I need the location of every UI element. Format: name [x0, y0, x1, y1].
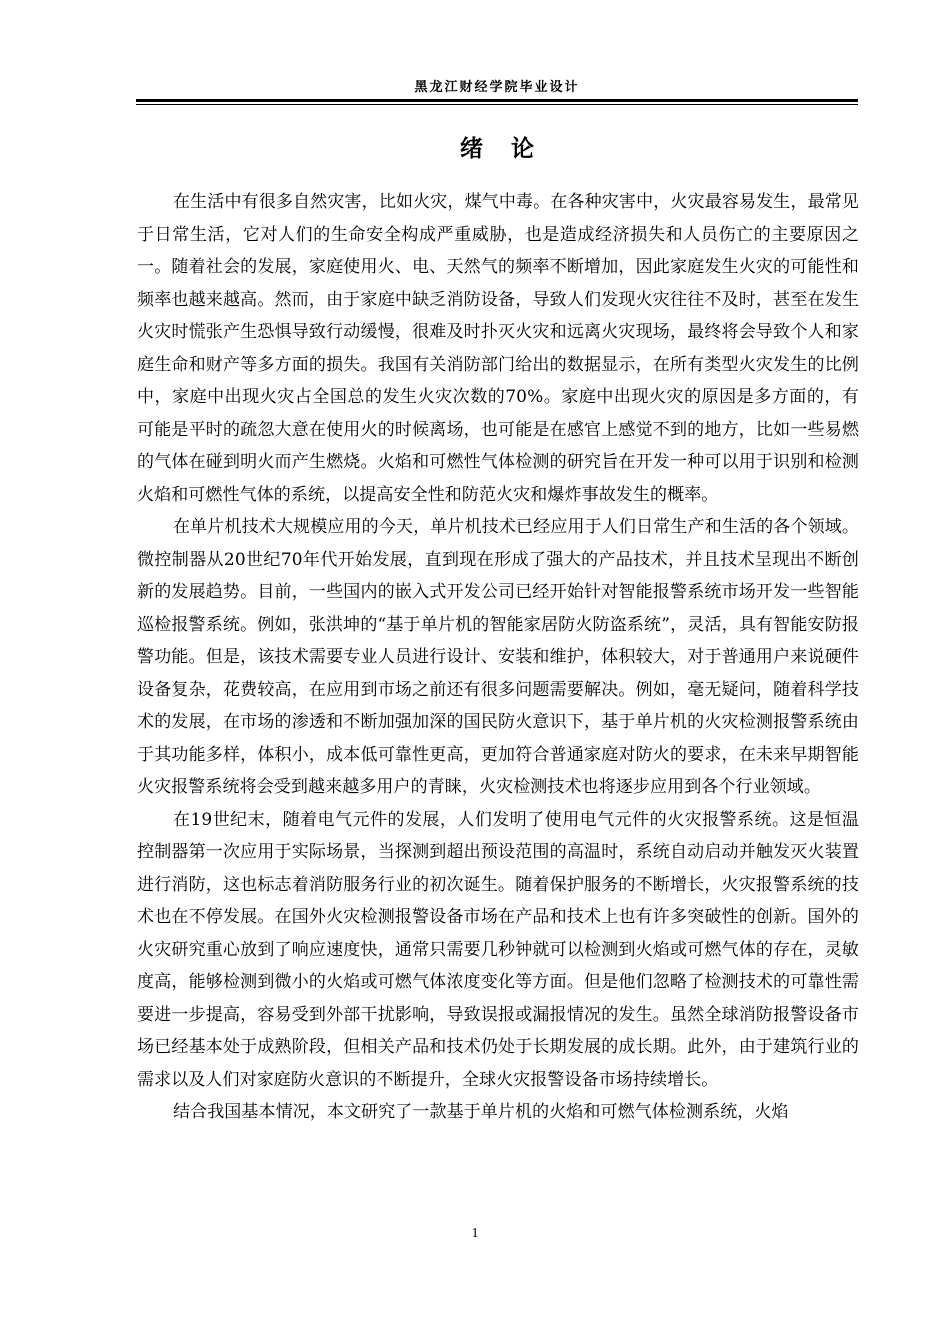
- paragraph-2: 在单片机技术大规模应用的今天，单片机技术已经应用于人们日常生产和生活的各个领域。微控制器从20世纪70年代开始发展，直到现在形成了强大的产品技术，并且技术呈现出不断创新的发展趋势。目前，一些国内的嵌入式开发公司已经开始针对智能报警系统市场开发一些智能巡检报警系统。例如，张洪坤的“基于单片机的智能家居防火防盗系统”，灵活，具有智能安防报警功能。但是，该技术需要专业人员进行设计、安装和维护，体积较大，对于普通用户来说硬件设备复杂，花费较高，在应用到市场之前还有很多问题需要解决。例如，毫无疑问，随着科学技术的发展，在市场的渗透和不断加强加深的国民防火意识下，基于单片机的火灾检测报警系统由于其功能多样，体积小，成本低可靠性更高，更加符合普通家庭对防火的要求，在未来早期智能火灾报警系统将会受到越来越多用户的青睐，火灾检测技术也将逐步应用到各个行业领域。: [137, 517, 859, 797]
- header-rule-thick: [136, 99, 858, 102]
- document-body: [137, 186, 859, 1129]
- page-number: 1: [471, 1226, 479, 1241]
- paragraph-1: 在生活中有很多自然灾害，比如火灾，煤气中毒。在各种灾害中，火灾最容易发生，最常见于日常生活，它对人们的生命安全构成严重威胁，也是造成经济损失和人员伤亡的主要原因之一。随着社会的发展，家庭使用火、电、天然气的频率不断增加，因此家庭发生火灾的可能性和频率也越来越高。然而，由于家庭中缺乏消防设备，导致人们发现火灾往往不及时，甚至在发生火灾时慌张产生恐惧导致行动缓慢，很难及时扑灭火灾和远离火灾现场，最终将会导致个人和家庭生命和财产等多方面的损失。我国有关消防部门给出的数据显示，在所有类型火灾发生的比例中，家庭中出现火灾占全国总的发生火灾次数的70%。家庭中出现火灾的原因是多方面的，有可能是平时的疏忽大意在使用火的时候离场，也可能是在感官上感觉不到的地方，比如一些易燃的气体在碰到明火而产生燃烧。火焰和可燃性气体检测的研究旨在开发一种可以用于识别和检测火焰和可燃性气体的系统，以提高安全性和防范火灾和爆炸事故发生的概率。: [137, 192, 859, 505]
- running-header: 黑龙江财经学院毕业设计: [414, 80, 580, 95]
- section-title: 绪论: [460, 136, 562, 162]
- paragraph-4: 结合我国基本情况，本文研究了一款基于单片机的火焰和可燃气体检测系统，火焰: [173, 1102, 789, 1122]
- paragraph-3: 在19世纪末，随着电气元件的发展，人们发明了使用电气元件的火灾报警系统。这是恒温控制器第一次应用于实际场景，当探测到超出预设范围的高温时，系统自动启动并触发灭火装置进行消防，这也标志着消防服务行业的初次诞生。随着保护服务的不断增长，火灾报警系统的技术也在不停发展。在国外火灾检测报警设备市场在产品和技术上也有许多突破性的创新。国外的火灾研究重心放到了响应速度快，通常只需要几秒钟就可以检测到火焰或可燃气体的存在，灵敏度高，能够检测到微小的火焰或可燃气体浓度变化等方面。但是他们忽略了检测技术的可靠性需要进一步提高，容易受到外部干扰影响，导致误报或漏报情况的发生。虽然全球消防报警设备市场已经基本处于成熟阶段，但相关产品和技术仍处于长期发展的成长期。此外，由于建筑行业的需求以及人们对家庭防火意识的不断提升，全球火灾报警设备市场持续增长。: [137, 809, 859, 1090]
- header-rule-thin: [136, 104, 858, 105]
